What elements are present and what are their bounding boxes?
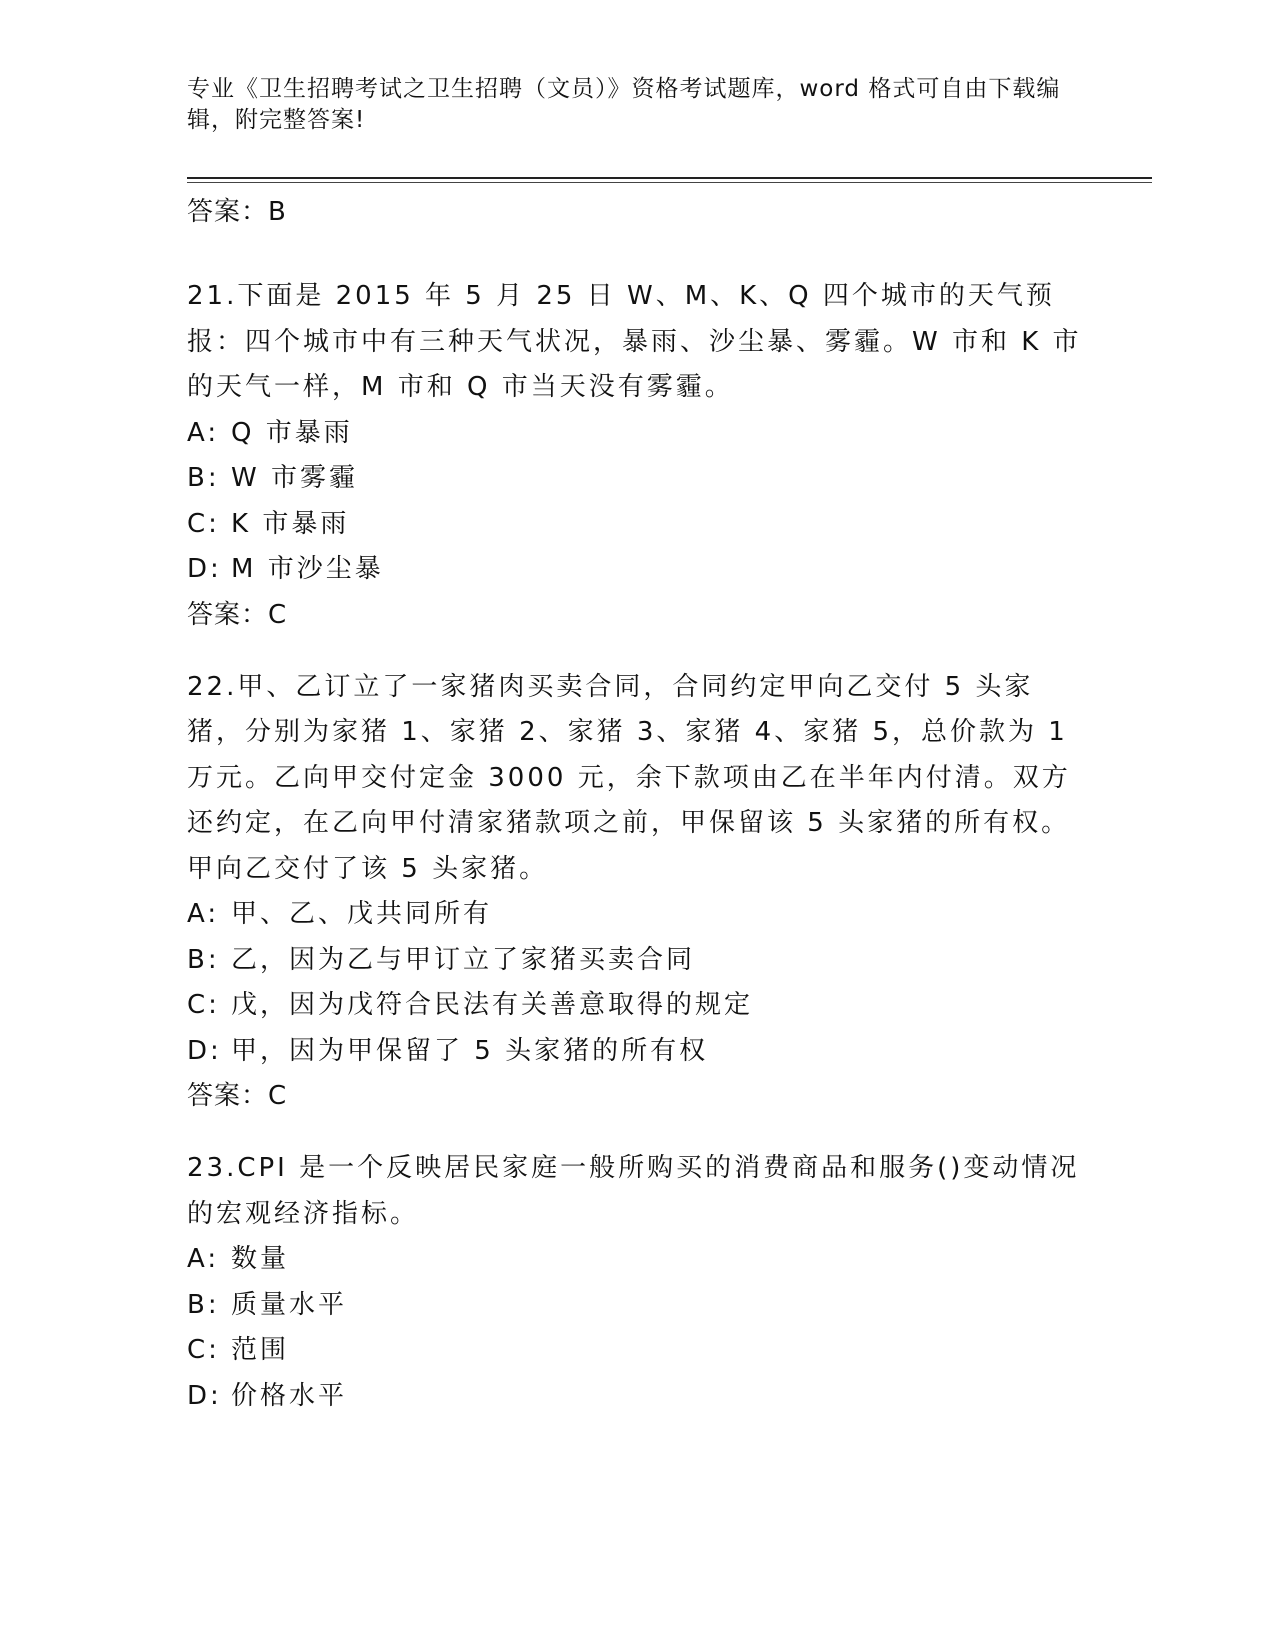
answer-label: 答案：B (187, 197, 287, 227)
option-text: 范围 (231, 1335, 290, 1365)
option-text: 数量 (231, 1244, 290, 1274)
option-text: 价格水平 (231, 1380, 348, 1411)
option-c (187, 1328, 1087, 1374)
header-divider-thin (187, 182, 1152, 183)
option-text: 质量水平 (231, 1289, 348, 1320)
answer-label: 答案：C (187, 1081, 288, 1111)
option-letter: B: (187, 944, 220, 975)
option-b (187, 456, 1087, 502)
option-letter: B: (187, 463, 220, 493)
option-a (187, 411, 1087, 457)
question-stem: 21.下面是 2015 年 5 月 25 日 W、M、K、Q 四个城市的天气预报：四个城市中有三种天气状况，暴雨、沙尘暴、雾霾。W 市和 K 市的天气一样，M 市和 Q 市当天没有雾霾。 (187, 281, 1082, 402)
option-b (187, 938, 1087, 984)
option-text: 甲，因为甲保留了 5 头家猪的所有权 (231, 1035, 709, 1066)
option-text: 甲、乙、戊共同所有 (231, 899, 493, 929)
option-c (187, 983, 1087, 1029)
option-a (187, 892, 1087, 938)
option-text: 乙，因为乙与甲订立了家猪买卖合同 (231, 944, 696, 975)
question-list (187, 190, 1087, 1419)
option-b (187, 1283, 1087, 1329)
question-stem: 22.甲、乙订立了一家猪肉买卖合同，合同约定甲向乙交付 5 头家猪，分别为家猪 1、家猪 2、家猪 3、家猪 4、家猪 5，总价款为 1 万元。乙向甲交付定金 3000 元，余下款项由乙在半年内付清。双方还约定，在乙向甲付清家猪款项之前，甲保留该 5 头家猪的所有权。甲向乙交付了该 5 头家猪。 (187, 671, 1071, 884)
option-text: W 市雾霾 (231, 463, 358, 493)
option-letter: A: (187, 899, 220, 929)
option-letter: A: (187, 1244, 220, 1274)
option-text: Q 市暴雨 (231, 417, 353, 448)
option-d (187, 1374, 1087, 1420)
answer-label: 答案：C (187, 599, 288, 630)
question-23 (187, 1146, 1087, 1419)
question-stem: 23.CPI 是一个反映居民家庭一般所购买的消费商品和服务()变动情况的宏观经济指标。 (187, 1153, 1080, 1229)
option-c (187, 502, 1087, 548)
option-letter: A: (187, 417, 220, 448)
option-letter: C: (187, 990, 220, 1020)
option-letter: C: (187, 508, 220, 539)
option-text: 戊，因为戊符合民法有关善意取得的规定 (231, 990, 754, 1020)
option-a (187, 1237, 1087, 1283)
option-d (187, 1029, 1087, 1075)
header-note: 专业《卫生招聘考试之卫生招聘（文员）》资格考试题库，word 格式可自由下载编辑，附完整答案! (187, 76, 1061, 133)
option-letter: D: (187, 554, 222, 584)
option-text: M 市沙尘暴 (231, 554, 384, 584)
option-letter: D: (187, 1380, 222, 1411)
option-letter: D: (187, 1035, 222, 1066)
header-divider (187, 177, 1152, 179)
question-22 (187, 665, 1087, 1119)
option-letter: C: (187, 1335, 220, 1365)
question-21 (187, 274, 1087, 637)
option-text: K 市暴雨 (231, 508, 350, 539)
option-letter: B: (187, 1289, 220, 1320)
option-d (187, 547, 1087, 593)
